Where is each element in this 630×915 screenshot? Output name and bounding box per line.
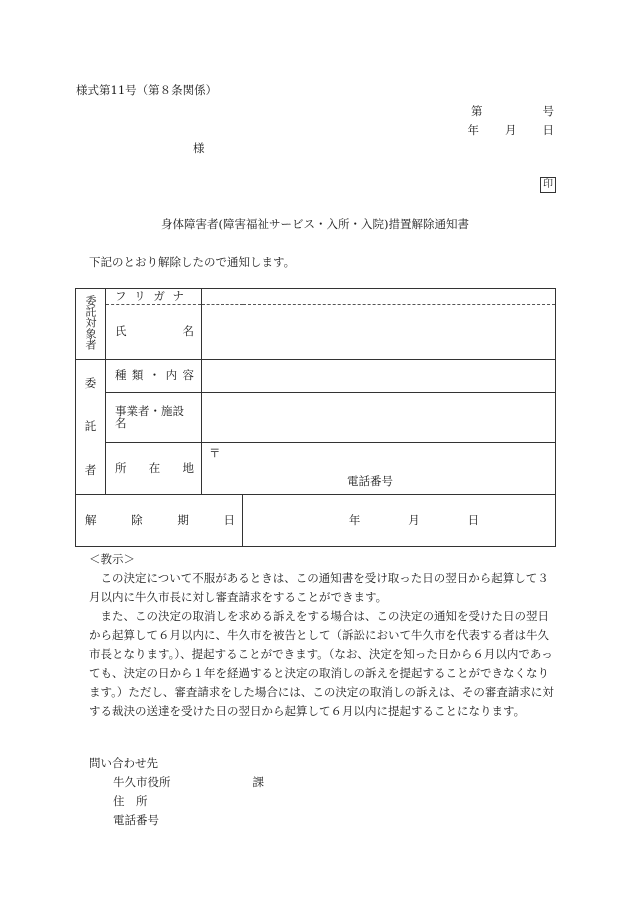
postal-mark: 〒 (209, 446, 221, 460)
contact-heading: 問い合わせ先 (89, 756, 158, 770)
instructions-heading: ＜教示＞ (89, 552, 135, 566)
seal-mark: 印 (540, 177, 556, 193)
type-content-value[interactable] (202, 360, 556, 393)
release-date-label: 解 除 期 日 (76, 495, 243, 547)
name-label: 氏 名 (106, 305, 202, 360)
furigana-label-text: フ リ ガ ナ (115, 288, 184, 303)
release-month-label: 月 (408, 512, 420, 527)
phone-label: 電話番号 (347, 474, 393, 488)
contact-address: 住 所 (113, 794, 148, 808)
contractor-group-label: 委 託 者 (76, 360, 106, 495)
issue-date-row (468, 125, 555, 137)
notice-table (75, 288, 556, 547)
release-day-label: 日 (467, 512, 480, 527)
issue-year-label: 年 (467, 123, 479, 137)
contact-section (89, 758, 389, 834)
facility-value[interactable] (202, 393, 556, 443)
contact-phone: 電話番号 (113, 813, 159, 827)
instructions-paragraph-2: また、この決定の取消しを求める訴えをする場合は、この決定の通知を受けた日の翌日から起算して６月以内に、牛久市を被告として（訴訟において牛久市を代表する者は牛久市長となります。）、提起することができます。（なお、決定を知った日から６月以内であっても、決定の日から１年を経過すると決定の取消しの訴えを提起することができなくなります。）ただし、審査請求をした場合には、この決定の取消しの訴えは、その審査請求に対する裁決の送達を受けた日の翌日から起算して６月以内に提起することになります。 (89, 609, 554, 718)
release-date-value[interactable] (243, 495, 556, 547)
furigana-value[interactable] (202, 289, 556, 305)
facility-label: 事業者・施設名 (106, 393, 202, 443)
instructions-paragraph-1: この決定について不服があるときは、この通知書を受け取った日の翌日から起算して３月以内に牛久市長に対し審査請求をすることができます。 (89, 571, 549, 604)
furigana-label (106, 289, 202, 305)
type-content-label: 種 類 ・ 内 容 (106, 360, 202, 393)
contact-office: 牛久市役所 (113, 775, 171, 789)
issue-month-label: 月 (505, 123, 517, 137)
subject-group-label: 委託対象者 (76, 289, 106, 360)
release-year-label: 年 (348, 512, 361, 527)
instructions-section (89, 550, 559, 721)
address-label: 所 在 地 (106, 443, 202, 495)
document-number-suffix: 号 (542, 104, 554, 118)
document-number-row (471, 106, 554, 118)
intro-text: 下記のとおり解除したので通知します。 (89, 255, 296, 269)
document-number-prefix: 第 (471, 104, 483, 118)
contact-section-label: 課 (252, 775, 264, 789)
form-number: 様式第11号（第８条関係） (76, 83, 218, 97)
addressee-honorific: 様 (193, 141, 205, 155)
issue-day-label: 日 (542, 123, 554, 137)
name-value[interactable] (202, 305, 556, 360)
address-value[interactable] (202, 443, 556, 495)
document-title: 身体障害者(障害福祉サービス・入所・入院)措置解除通知書 (161, 217, 469, 231)
